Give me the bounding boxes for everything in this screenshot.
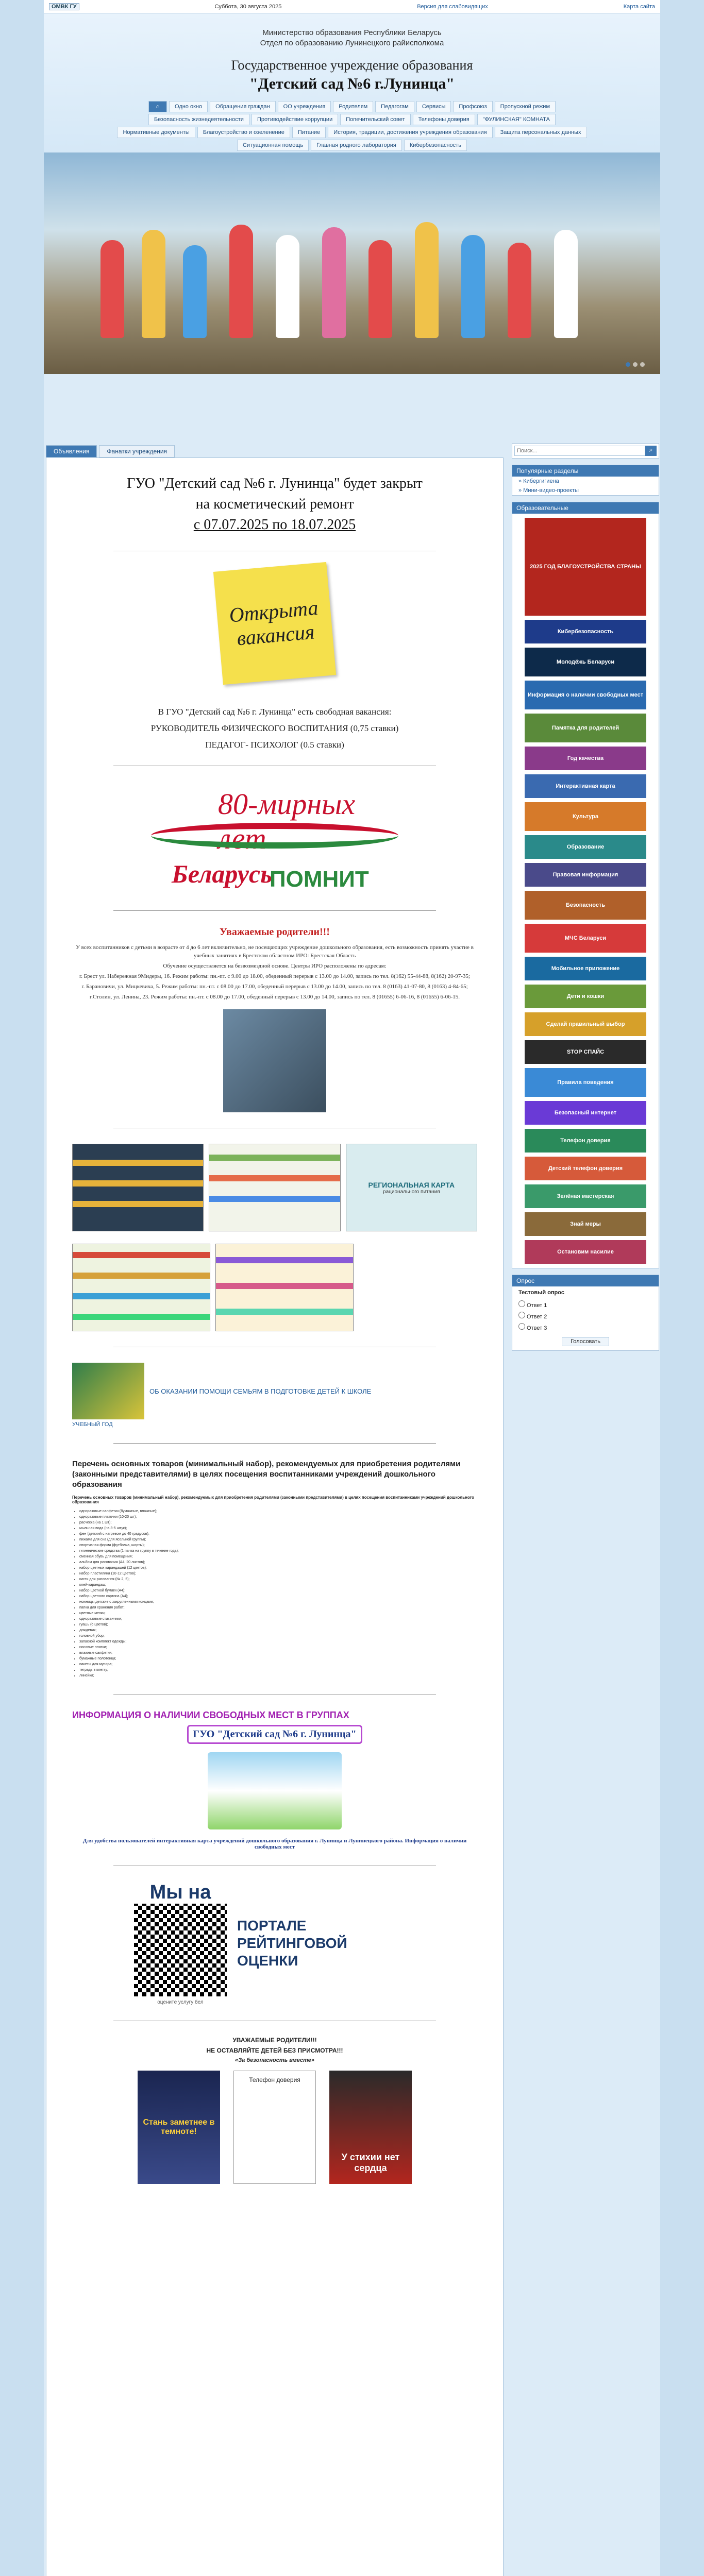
top-logo-text: ГУ — [70, 3, 77, 10]
slider-child-figure — [183, 245, 207, 338]
home-icon[interactable]: ⌂ — [148, 101, 167, 112]
sidebar-banner[interactable]: Год качества — [525, 747, 646, 770]
slider-child-figure — [368, 240, 392, 338]
list-item: • одноразовые платочки (10-20 шт); — [79, 1514, 477, 1520]
list-item: • сменная обувь для помещения; — [79, 1554, 477, 1560]
poll-box — [512, 1275, 659, 1351]
victory-banner — [141, 782, 409, 895]
list-item: • набор цветной бумаги (А4); — [79, 1588, 477, 1594]
leaflet-stripe — [73, 1160, 203, 1166]
notice-line-2: на косметический ремонт — [195, 496, 354, 512]
slider-dot[interactable] — [633, 362, 638, 367]
search-input[interactable] — [514, 446, 645, 456]
leaflet-image[interactable] — [215, 1244, 354, 1331]
supplies-title: Перечень основных товаров (минимальный набор), рекомендуемых для приобретения родителями (законными представителями) в целях посещения воспитанниками учреждений дошкольного образования — [72, 1460, 461, 1489]
popular-item[interactable]: » Кибергигиена — [518, 478, 559, 484]
list-item: • спортивная форма (футболка, шорты); — [79, 1543, 477, 1548]
nav-item[interactable]: ОО учреждения — [278, 101, 331, 112]
leaflet-stripe — [216, 1309, 353, 1315]
list-item: • гигиенические средства (1 пачка на группу в течение года); — [79, 1548, 477, 1554]
list-item: • альбом для рисования (А4, 20 листов); — [79, 1560, 477, 1565]
site-header — [44, 13, 660, 152]
parents-p5: г.Столин, ул. Ленина, 23. Режим работы: пн.-пт. с 08.00 до 17.00, обеденный перерыв с 13.00 до 14.00, запись по тел. 8 (01655) 6-06-16, 8 (01655) 6-06-15. — [89, 994, 460, 1000]
parents-notice — [72, 926, 477, 1112]
poll-vote-button[interactable]: Голосовать — [562, 1337, 609, 1346]
tab-announcements[interactable]: Объявления — [46, 445, 97, 457]
sidebar-banner[interactable]: STOP СПАЙС — [525, 1040, 646, 1064]
vacancy-block — [72, 567, 477, 750]
parents-p1: У всех воспитанников с детьми в возрасте от 4 до 6 лет включительно, не посещающих учреждение дошкольного образования, есть возможность принять участие в учебных занятиях в Брестском областном ИРО: Брестская Область — [76, 944, 474, 959]
divider — [113, 910, 436, 911]
sitemap-link[interactable]: Карта сайта — [623, 3, 655, 10]
parents-p3: г. Брест ул. Набережная 9Мидеры, 16. Режим работы: пн.-пт. с 9.00 до 18.00, обеденный перерыв с 13.00 до 14.00, запись по тел. 8(162) 55-44-88, 8(162) 20-97-35; — [79, 973, 470, 979]
current-date: Суббота, 30 августа 2025 — [214, 3, 282, 10]
list-item: • фен (детский с нагревом до 40 градусов); — [79, 1531, 477, 1537]
rating-block — [72, 1882, 477, 2005]
nav-row-2 — [90, 114, 614, 125]
poster-disaster[interactable]: У стихии нет сердца — [329, 2071, 412, 2184]
nav-item[interactable]: Сервисы — [416, 101, 451, 112]
supplies-subhead: Перечень основных товаров (минимальный набор), рекомендуемых для приобретения родителями (законными представителями) в целях посещения воспитанниками учреждений дошкольного образования — [72, 1495, 474, 1504]
victory-remember: ПОМНИТ — [270, 867, 369, 892]
sidebar-banner[interactable]: Безопасный интернет — [525, 1101, 646, 1125]
list-item: • набор цветного картона (А4); — [79, 1594, 477, 1599]
slider-child-figure — [508, 243, 531, 338]
leaflet-image[interactable] — [72, 1144, 204, 1231]
school-year-link[interactable]: УЧЕБНЫЙ ГОД — [72, 1421, 113, 1428]
rating-we: Мы на — [149, 1882, 211, 1903]
nav-item[interactable]: Одно окно — [169, 101, 208, 112]
poll-option[interactable] — [512, 1321, 659, 1333]
sidebar-banner[interactable]: Безопасность — [525, 891, 646, 920]
notice-line-1: ГУО "Детский сад №6 г. Лунинца" будет закрыт — [127, 476, 423, 492]
notice-line-3 — [72, 515, 477, 535]
sidebar-banner[interactable]: Мобильное приложение — [525, 957, 646, 980]
vacancy-job-2: ПЕДАГОГ- ПСИХОЛОГ (0.5 ставки) — [205, 740, 344, 750]
poll-options — [512, 1299, 659, 1333]
leaflet-stripe — [209, 1175, 340, 1181]
list-item: • линейка; — [79, 1673, 477, 1679]
victory-years: 80-мирных лет — [218, 787, 356, 855]
top-logo-label: ОМВК — [52, 3, 69, 10]
sidebar-banner[interactable]: Памятка для родителей — [525, 714, 646, 742]
sidebar-banner[interactable]: Правила поведения — [525, 1068, 646, 1097]
school-help-image[interactable] — [72, 1363, 144, 1419]
sidebar-banner[interactable]: Остановим насилие — [525, 1240, 646, 1264]
poll-option-label: Ответ 3 — [525, 1325, 547, 1331]
low-vision-link[interactable]: Версия для слабовидящих — [417, 3, 488, 10]
rating-caption: оцените услугу бел — [157, 1999, 204, 2005]
banner-box — [512, 502, 659, 1268]
department-name: Отдел по образованию Лунинецкого райисполкома — [260, 39, 444, 47]
supplies-list — [72, 1509, 477, 1679]
victory-country: Беларусь — [172, 859, 272, 888]
slider-dots — [626, 362, 645, 367]
parents-p4: г. Барановичи, ул. Мицкевича, 5. Режим работы: пн.-пт. с 08.00 до 17.00, обеденный перерыв с 13.00 до 14.00, запись по тел. 8 (0163) 41-07-80, 8 (0163) 4-84-65; — [81, 984, 468, 990]
leaflet-stripe — [216, 1283, 353, 1289]
nav-item[interactable]: Телефоны доверия — [413, 114, 475, 125]
sidebar-banner[interactable]: Телефон доверия — [525, 1129, 646, 1153]
free-places-title: ИНФОРМАЦИЯ О НАЛИЧИИ СВОБОДНЫХ МЕСТ В ГРУППАХ — [72, 1710, 349, 1720]
slider-child-figure — [415, 222, 439, 338]
safety-block — [72, 2037, 477, 2184]
leaflet-stripe — [73, 1180, 203, 1187]
slider-child-figure — [461, 235, 485, 338]
parents-title: Уважаемые родители!!! — [220, 926, 330, 938]
list-item: • бумажные полотенца; — [79, 1656, 477, 1662]
list-item: • расчёска (на 1 шт); — [79, 1520, 477, 1526]
slider-dot[interactable] — [640, 362, 645, 367]
vacancy-intro: В ГУО "Детский сад №6 г. Лунинца" есть свободная вакансия: — [158, 707, 392, 717]
leaflet-image[interactable] — [72, 1244, 210, 1331]
top-logo[interactable] — [49, 3, 79, 10]
regional-map-title: РЕГИОНАЛЬНАЯ КАРТА — [368, 1180, 455, 1189]
ribbon-shape — [151, 823, 398, 849]
spacer — [72, 680, 477, 701]
poll-option[interactable] — [512, 1310, 659, 1321]
sidebar-banner[interactable]: Зелёная мастерская — [525, 1184, 646, 1208]
list-item: • тетрадь в клетку; — [79, 1667, 477, 1673]
safety-sub: НЕ ОСТАВЛЯЙТЕ ДЕТЕЙ БЕЗ ПРИСМОТРА!!! — [206, 2047, 343, 2054]
leaflet-stripe — [73, 1252, 210, 1258]
nav-item[interactable]: "ФУЛИНСКАЯ" КОМНАТА — [477, 114, 556, 125]
vacancy-sticker — [213, 562, 336, 685]
regional-map-subtitle: рационального питания — [383, 1189, 440, 1195]
slider-child-figure — [142, 230, 165, 338]
content-tabs — [44, 443, 506, 457]
notice-dates: с 07.07.2025 по 18.07.2025 — [193, 517, 356, 533]
popular-box — [512, 465, 659, 496]
sticker-line-1: Открыта — [228, 596, 320, 627]
page-wrapper — [44, 0, 660, 2576]
nav-item[interactable]: Благоустройство и озеленение — [197, 127, 290, 138]
banner-list — [512, 518, 659, 1264]
poll-question: Тестовый опрос — [518, 1290, 564, 1296]
free-places-note[interactable]: Для удобства пользователей интерактивная карта учреждений дошкольного образования г. Лунинца и Лунинецкого района. Информация о наличии свободных мест — [82, 1838, 467, 1850]
list-item: • папка для хранения работ; — [79, 1605, 477, 1611]
leaflet-row — [72, 1244, 477, 1331]
nav-item[interactable]: Главная родного лаборатория — [311, 140, 402, 151]
list-item: • клей-карандаш; — [79, 1582, 477, 1588]
leaflet-image[interactable] — [209, 1144, 340, 1231]
sidebar — [512, 443, 659, 1357]
list-item: • набор пластилина (10-12 цветов); — [79, 1571, 477, 1577]
leaflet-stripe — [209, 1196, 340, 1202]
sidebar-banner[interactable]: Дети и кошки — [525, 985, 646, 1008]
list-item: • гуашь (6 цветов); — [79, 1622, 477, 1628]
nav-item[interactable]: Безопасность жизнедеятельности — [148, 114, 249, 125]
nav-item[interactable]: Противодействие коррупции — [252, 114, 338, 125]
list-item: • влажные салфетки; — [79, 1650, 477, 1656]
photo-slider[interactable] — [44, 152, 660, 374]
list-item: • мыльная вода (на 3-5 штук); — [79, 1526, 477, 1531]
sidebar-banner[interactable]: Информация о наличии свободных мест — [525, 681, 646, 709]
school-help-block — [72, 1363, 477, 1419]
slider-dot[interactable] — [626, 362, 630, 367]
sidebar-banner[interactable]: Кибербезопасность — [525, 620, 646, 643]
poll-option-label: Ответ 2 — [525, 1314, 547, 1320]
poll-radio[interactable] — [518, 1323, 525, 1330]
list-item: • набор цветных карандашей (12 цветов); — [79, 1565, 477, 1571]
sidebar-banner[interactable]: Знай меры — [525, 1212, 646, 1236]
list-item: • одноразовые салфетки (бумажные, влажные); — [79, 1509, 477, 1514]
list-item: • цветные мелки; — [79, 1611, 477, 1616]
leaflet-stripe — [216, 1257, 353, 1263]
tab-events[interactable]: Фанатки учреждения — [99, 445, 175, 457]
sidebar-banner[interactable]: Интерактивная карта — [525, 774, 646, 798]
sidebar-banner[interactable]: Молодёжь Беларуси — [525, 648, 646, 676]
rating-qr-code[interactable] — [134, 1904, 227, 1996]
supplies-list-block — [72, 1459, 477, 1679]
list-item: • кисти для рисования (№ 2, 5); — [79, 1577, 477, 1582]
sidebar-banner[interactable]: Сделай правильный выбор — [525, 1012, 646, 1036]
announcements-panel — [46, 457, 504, 2576]
poll-radio[interactable] — [518, 1312, 525, 1318]
nav-item[interactable]: Защита персональных данных — [495, 127, 587, 138]
leaflet-stripe — [73, 1293, 210, 1299]
sticker-line-2: вакансия — [236, 620, 316, 650]
leaflet-stripe — [73, 1201, 203, 1207]
poll-option-label: Ответ 1 — [525, 1302, 547, 1309]
rainbow-illustration — [208, 1752, 342, 1829]
poster-hotline[interactable]: Телефон доверия — [233, 2071, 316, 2184]
vacancy-job-1: РУКОВОДИТЕЛЬ ФИЗИЧЕСКОГО ВОСПИТАНИЯ (0,75 ставки) — [150, 723, 399, 733]
slider-child-figure — [229, 225, 253, 338]
main-column — [44, 443, 506, 2576]
free-places-block — [72, 1710, 477, 1850]
regional-map-leaflet[interactable] — [346, 1144, 477, 1231]
list-item: • одноразовые стаканчики; — [79, 1616, 477, 1622]
parents-photo — [223, 1009, 326, 1112]
leaflet-stripe — [73, 1273, 210, 1279]
nav-item[interactable]: Профсоюз — [453, 101, 492, 112]
nav-item[interactable]: Педагогам — [375, 101, 414, 112]
sidebar-banner[interactable]: Правовая информация — [525, 863, 646, 887]
slider-child-figure — [276, 235, 299, 338]
nav-item[interactable]: История, традиции, достижения учреждения образования — [328, 127, 492, 138]
main-nav — [90, 101, 614, 152]
rating-portal: ПОРТАЛЕ РЕЙТИНГОВОЙ ОЦЕНКИ — [237, 1918, 347, 1969]
banners-title: Образовательные — [512, 502, 659, 514]
list-item: • пакеты для мусора; — [79, 1662, 477, 1667]
popular-item[interactable]: » Мини-видео-проекты — [518, 487, 579, 494]
safety-sub2: «За безопасность вместе» — [234, 2057, 315, 2063]
list-item: • дождевик; — [79, 1628, 477, 1633]
sidebar-banner[interactable]: МЧС Беларуси — [525, 924, 646, 953]
nav-item[interactable]: Кибербезопасность — [404, 140, 467, 151]
divider — [113, 1443, 436, 1444]
nav-item[interactable]: Родителям — [333, 101, 373, 112]
popular-title: Популярные разделы — [512, 465, 659, 477]
sidebar-banner[interactable]: Культура — [525, 802, 646, 831]
list-item: • ножницы детские с закругленными концами; — [79, 1599, 477, 1605]
top-strip — [44, 0, 660, 13]
nav-row-4 — [90, 140, 614, 151]
institution-name: "Детский сад №6 г.Лунинца" — [249, 75, 455, 92]
poster-visibility[interactable]: Стань заметнее в темноте! — [138, 2071, 220, 2184]
sidebar-banner[interactable]: Детский телефон доверия — [525, 1157, 646, 1180]
sidebar-banner[interactable]: 2025 ГОД БЛАГОУСТРОЙСТВА СТРАНЫ — [525, 518, 646, 616]
school-help-caption — [72, 1421, 477, 1428]
nav-item[interactable]: Питание — [292, 127, 326, 138]
poll-option[interactable] — [512, 1299, 659, 1310]
nav-item[interactable]: Пропускной режим — [495, 101, 556, 112]
school-help-link[interactable]: ОБ ОКАЗАНИИ ПОМОЩИ СЕМЬЯМ В ПОДГОТОВКЕ ДЕТЕЙ К ШКОЛЕ — [149, 1387, 372, 1395]
slider-child-figure — [322, 227, 346, 338]
sidebar-banner[interactable]: Образование — [525, 835, 646, 859]
institution-type: Государственное учреждение образования — [231, 58, 473, 73]
nav-item[interactable]: Попечительский совет — [340, 114, 410, 125]
search-icon[interactable]: ⌕ — [645, 446, 657, 456]
ministry-name: Министерство образования Республики Беларусь — [262, 28, 442, 37]
leaflet-stripe — [73, 1314, 210, 1320]
list-item: • носовые платки; — [79, 1645, 477, 1650]
nav-row-3 — [90, 127, 614, 138]
free-places-badge: ГУО "Детский сад №6 г. Лунинца" — [187, 1725, 362, 1744]
slider-child-figure — [554, 230, 578, 338]
slider-child-figure — [100, 240, 124, 338]
list-item: • головной убор; — [79, 1633, 477, 1639]
list-item: • пижама для сна (для ясельной группы); — [79, 1537, 477, 1543]
nav-row-1 — [90, 101, 614, 112]
poll-radio[interactable] — [518, 1300, 525, 1307]
parents-p2: Обучение осуществляется на безвозмездной основе. Центры ИРО расположены по адресам: — [163, 963, 387, 969]
leaflet-stripe — [209, 1155, 340, 1161]
leaflet-row — [72, 1144, 477, 1231]
safety-title: УВАЖАЕМЫЕ РОДИТЕЛИ!!! — [232, 2037, 317, 2044]
list-item: • запасной комплект одежды; — [79, 1639, 477, 1645]
nav-item[interactable]: Ситуационная помощь — [237, 140, 309, 151]
nav-item[interactable]: Обращения граждан — [210, 101, 276, 112]
nav-item[interactable]: Нормативные документы — [117, 127, 195, 138]
closure-notice — [72, 473, 477, 535]
poll-title: Опрос — [512, 1275, 659, 1286]
popular-list — [512, 477, 659, 495]
search-box — [512, 443, 659, 459]
